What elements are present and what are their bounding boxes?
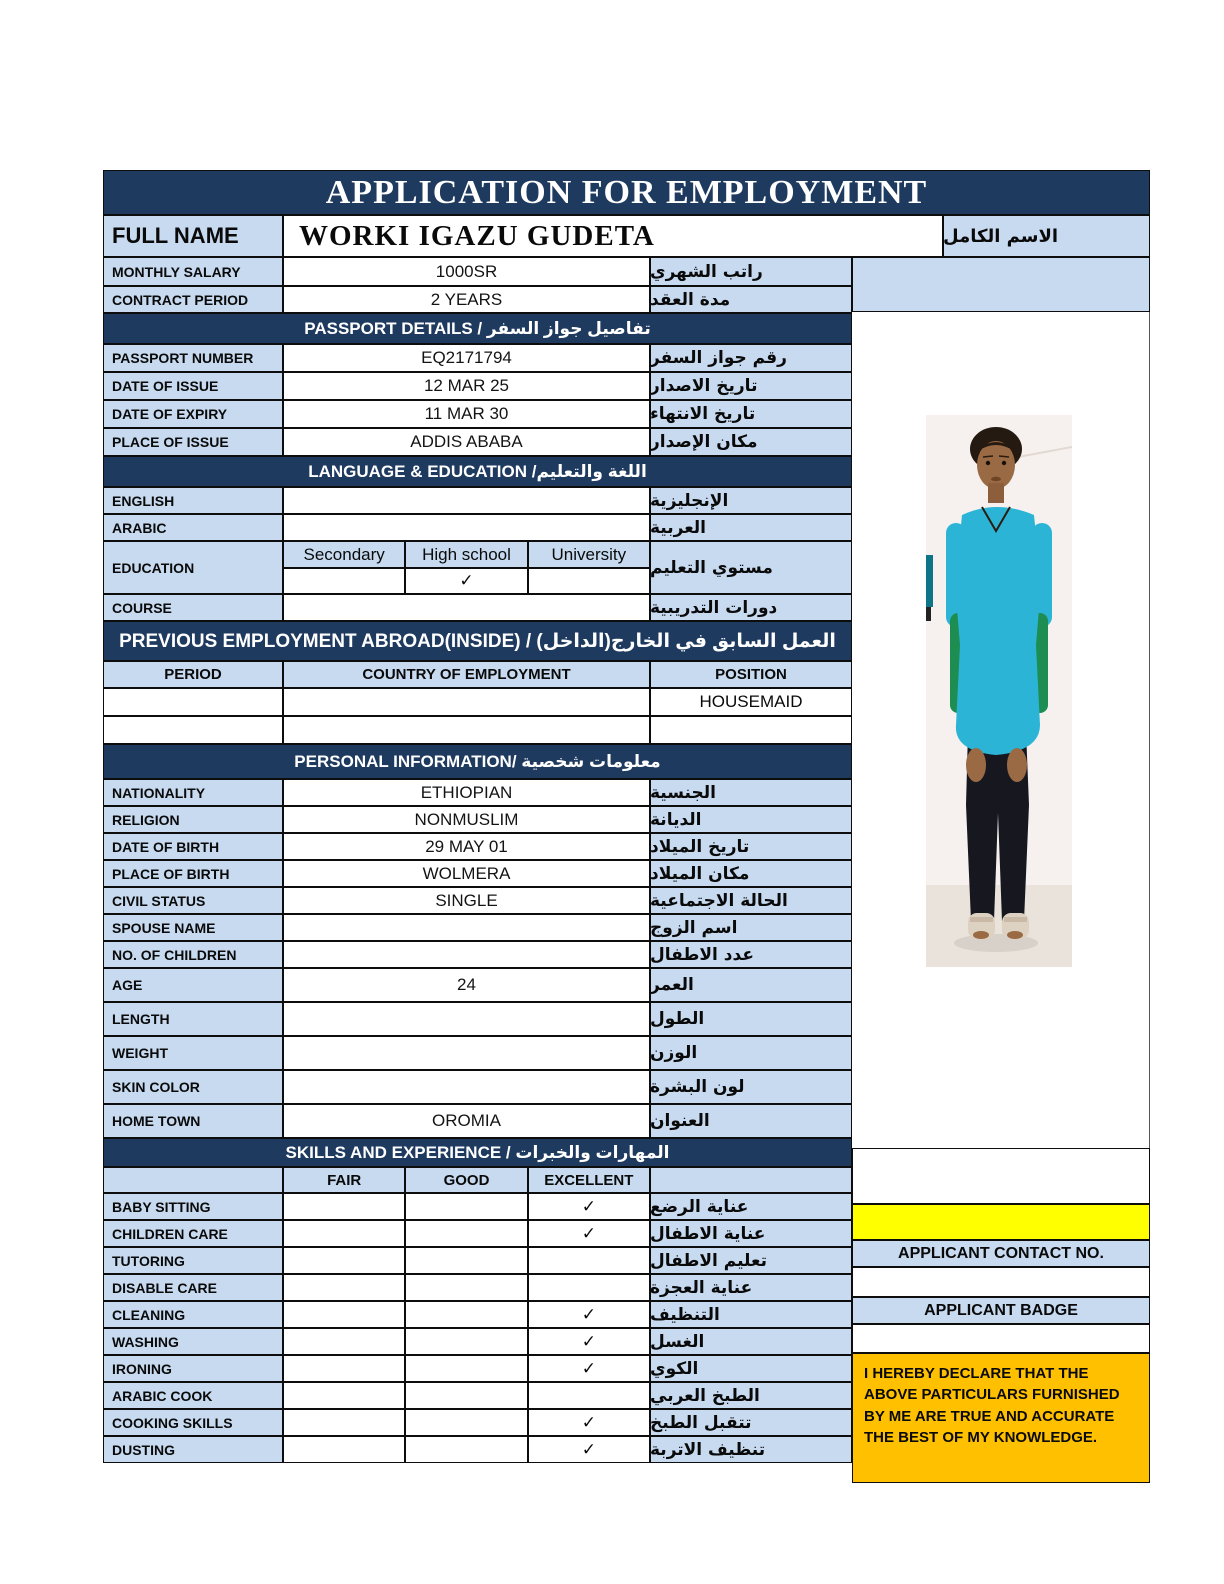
religion-label-arabic: الديانة bbox=[650, 806, 852, 833]
english-row bbox=[103, 487, 852, 514]
skill-fair-check bbox=[283, 1220, 405, 1247]
highlight-bar bbox=[852, 1204, 1150, 1240]
date-of-expiry-row bbox=[103, 400, 852, 428]
children-row bbox=[103, 941, 852, 968]
home-town-row bbox=[103, 1104, 852, 1138]
skill-excellent-check bbox=[528, 1382, 650, 1409]
full-name-row bbox=[103, 215, 1150, 257]
skill-good-check bbox=[405, 1193, 527, 1220]
skills-columns-row bbox=[103, 1167, 852, 1193]
english-value bbox=[283, 487, 650, 514]
skill-excellent-check: ✓ bbox=[528, 1301, 650, 1328]
education-options-grid bbox=[283, 541, 650, 594]
skin-color-label: SKIN COLOR bbox=[103, 1070, 283, 1104]
period-column-header: PERIOD bbox=[103, 661, 283, 688]
skill-label-arabic: تعليم الاطفال bbox=[650, 1247, 852, 1274]
skill-label-arabic: الكوي bbox=[650, 1355, 852, 1382]
length-value bbox=[283, 1002, 650, 1036]
length-label: LENGTH bbox=[103, 1002, 283, 1036]
skill-row-baby-sitting bbox=[103, 1193, 852, 1220]
personal-information-header: PERSONAL INFORMATION/ معلومات شخصية bbox=[103, 744, 852, 779]
full-name-label-arabic: الاسم الكامل bbox=[943, 215, 1150, 257]
course-label-arabic: دورات التدريبية bbox=[650, 594, 852, 621]
skill-row-ironing bbox=[103, 1355, 852, 1382]
course-row bbox=[103, 594, 852, 621]
education-option-secondary: Secondary bbox=[283, 541, 405, 568]
language-education-header: LANGUAGE & EDUCATION /اللغة والتعليم bbox=[103, 456, 852, 487]
full-name-value: WORKI IGAZU GUDETA bbox=[283, 215, 943, 257]
empty-cell bbox=[852, 1148, 1150, 1204]
skill-good-check bbox=[405, 1220, 527, 1247]
applicant-contact-header: APPLICANT CONTACT NO. bbox=[852, 1240, 1150, 1267]
age-value: 24 bbox=[283, 968, 650, 1002]
skill-label-arabic: التنظيف bbox=[650, 1301, 852, 1328]
right-panel bbox=[852, 257, 1150, 1483]
applicant-contact-value bbox=[852, 1267, 1150, 1297]
religion-row bbox=[103, 806, 852, 833]
skill-row-tutoring bbox=[103, 1247, 852, 1274]
weight-value bbox=[283, 1036, 650, 1070]
main-table bbox=[103, 257, 852, 1463]
religion-label: RELIGION bbox=[103, 806, 283, 833]
skill-row-children-care bbox=[103, 1220, 852, 1247]
children-label-arabic: عدد الاطفال bbox=[650, 941, 852, 968]
contract-period-label: CONTRACT PERIOD bbox=[103, 286, 283, 313]
education-check-university bbox=[528, 568, 650, 594]
children-label: NO. OF CHILDREN bbox=[103, 941, 283, 968]
religion-value: NONMUSLIM bbox=[283, 806, 650, 833]
previous-employment-row-2 bbox=[103, 716, 852, 744]
nationality-value: ETHIOPIAN bbox=[283, 779, 650, 806]
weight-label-arabic: الوزن bbox=[650, 1036, 852, 1070]
skill-fair-check bbox=[283, 1436, 405, 1463]
passport-number-row bbox=[103, 344, 852, 372]
skill-row-cooking-skills bbox=[103, 1409, 852, 1436]
skill-good-check bbox=[405, 1409, 527, 1436]
passport-number-value: EQ2171794 bbox=[283, 344, 650, 372]
applicant-badge-value bbox=[852, 1324, 1150, 1353]
full-name-label: FULL NAME bbox=[103, 215, 283, 257]
fair-column-header: FAIR bbox=[283, 1167, 405, 1193]
home-town-value: OROMIA bbox=[283, 1104, 650, 1138]
skill-label: CHILDREN CARE bbox=[103, 1220, 283, 1247]
date-of-expiry-value: 11 MAR 30 bbox=[283, 400, 650, 428]
skill-row-washing bbox=[103, 1328, 852, 1355]
previous-employment-header: PREVIOUS EMPLOYMENT ABROAD(INSIDE) / العمل السابق في الخارج(الداخل) bbox=[103, 621, 852, 661]
date-of-birth-label: DATE OF BIRTH bbox=[103, 833, 283, 860]
skill-fair-check bbox=[283, 1328, 405, 1355]
passport-number-label-arabic: رقم جواز السفر bbox=[650, 344, 852, 372]
applicant-badge-header: APPLICANT BADGE bbox=[852, 1297, 1150, 1324]
length-row bbox=[103, 1002, 852, 1036]
monthly-salary-label: MONTHLY SALARY bbox=[103, 257, 283, 286]
age-label-arabic: العمر bbox=[650, 968, 852, 1002]
skill-label: COOKING SKILLS bbox=[103, 1409, 283, 1436]
country-column-header: COUNTRY OF EMPLOYMENT bbox=[283, 661, 650, 688]
place-of-birth-value: WOLMERA bbox=[283, 860, 650, 887]
education-option-university: University bbox=[528, 541, 650, 568]
arabic-row bbox=[103, 514, 852, 541]
skill-label-arabic: تنظيف الاتربة bbox=[650, 1436, 852, 1463]
spouse-name-value bbox=[283, 914, 650, 941]
applicant-photo bbox=[926, 415, 1072, 967]
good-column-header: GOOD bbox=[405, 1167, 527, 1193]
date-of-issue-label-arabic: تاريخ الاصدار bbox=[650, 372, 852, 400]
previous-employment-columns-row bbox=[103, 661, 852, 688]
skill-label: IRONING bbox=[103, 1355, 283, 1382]
date-of-issue-value: 12 MAR 25 bbox=[283, 372, 650, 400]
skills-empty-arabic-header bbox=[650, 1167, 852, 1193]
skill-label: DISABLE CARE bbox=[103, 1274, 283, 1301]
skill-fair-check bbox=[283, 1247, 405, 1274]
place-of-issue-value: ADDIS ABABA bbox=[283, 428, 650, 456]
skill-label: CLEANING bbox=[103, 1301, 283, 1328]
contract-period-value: 2 YEARS bbox=[283, 286, 650, 313]
skin-color-row bbox=[103, 1070, 852, 1104]
period-value bbox=[103, 716, 283, 744]
skill-label-arabic: الغسل bbox=[650, 1328, 852, 1355]
course-value bbox=[283, 594, 650, 621]
place-of-issue-label: PLACE OF ISSUE bbox=[103, 428, 283, 456]
education-check-highschool: ✓ bbox=[405, 568, 527, 594]
skill-fair-check bbox=[283, 1382, 405, 1409]
skill-excellent-check: ✓ bbox=[528, 1328, 650, 1355]
place-of-issue-row bbox=[103, 428, 852, 456]
monthly-salary-value: 1000SR bbox=[283, 257, 650, 286]
date-of-issue-label: DATE OF ISSUE bbox=[103, 372, 283, 400]
date-of-birth-row bbox=[103, 833, 852, 860]
skin-color-label-arabic: لون البشرة bbox=[650, 1070, 852, 1104]
nationality-label: NATIONALITY bbox=[103, 779, 283, 806]
skill-excellent-check bbox=[528, 1247, 650, 1274]
date-of-issue-row bbox=[103, 372, 852, 400]
skill-good-check bbox=[405, 1355, 527, 1382]
skill-row-dusting bbox=[103, 1436, 852, 1463]
skill-label: BABY SITTING bbox=[103, 1193, 283, 1220]
nationality-label-arabic: الجنسية bbox=[650, 779, 852, 806]
children-value bbox=[283, 941, 650, 968]
excellent-column-header: EXCELLENT bbox=[528, 1167, 650, 1193]
skill-excellent-check: ✓ bbox=[528, 1409, 650, 1436]
date-of-expiry-label-arabic: تاريخ الانتهاء bbox=[650, 400, 852, 428]
declaration-box: I HEREBY DECLARE THAT THE ABOVE PARTICULARS FURNISHED BY ME ARE TRUE AND ACCURATE THE BEST OF MY KNOWLEDGE. bbox=[852, 1353, 1150, 1483]
skill-good-check bbox=[405, 1328, 527, 1355]
skin-color-value bbox=[283, 1070, 650, 1104]
skill-label-arabic: عناية العجزة bbox=[650, 1274, 852, 1301]
skill-row-disable-care bbox=[103, 1274, 852, 1301]
skill-label: DUSTING bbox=[103, 1436, 283, 1463]
skill-row-cleaning bbox=[103, 1301, 852, 1328]
arabic-label: ARABIC bbox=[103, 514, 283, 541]
photo-area bbox=[852, 312, 1150, 1148]
skill-good-check bbox=[405, 1301, 527, 1328]
home-town-label: HOME TOWN bbox=[103, 1104, 283, 1138]
skills-rating-headers bbox=[283, 1167, 650, 1193]
skill-good-check bbox=[405, 1274, 527, 1301]
skill-excellent-check: ✓ bbox=[528, 1220, 650, 1247]
skill-label-arabic: تتقبل الطبخ bbox=[650, 1409, 852, 1436]
skill-label-arabic: عناية الرضع bbox=[650, 1193, 852, 1220]
course-label: COURSE bbox=[103, 594, 283, 621]
place-of-issue-label-arabic: مكان الإصدار bbox=[650, 428, 852, 456]
skill-fair-check bbox=[283, 1301, 405, 1328]
country-value bbox=[283, 716, 650, 744]
civil-status-row bbox=[103, 887, 852, 914]
skill-good-check bbox=[405, 1436, 527, 1463]
position-value bbox=[650, 716, 852, 744]
form-title: APPLICATION FOR EMPLOYMENT bbox=[103, 170, 1150, 215]
education-label: EDUCATION bbox=[103, 541, 283, 594]
position-column-header: POSITION bbox=[650, 661, 852, 688]
skill-excellent-check: ✓ bbox=[528, 1436, 650, 1463]
skills-empty-header bbox=[103, 1167, 283, 1193]
spouse-name-row bbox=[103, 914, 852, 941]
arabic-value bbox=[283, 514, 650, 541]
education-check-secondary bbox=[283, 568, 405, 594]
skill-fair-check bbox=[283, 1274, 405, 1301]
length-label-arabic: الطول bbox=[650, 1002, 852, 1036]
spouse-name-label-arabic: اسم الزوج bbox=[650, 914, 852, 941]
salary-side-block bbox=[852, 257, 1150, 312]
weight-label: WEIGHT bbox=[103, 1036, 283, 1070]
date-of-birth-value: 29 MAY 01 bbox=[283, 833, 650, 860]
monthly-salary-row bbox=[103, 257, 852, 286]
nationality-row bbox=[103, 779, 852, 806]
age-row bbox=[103, 968, 852, 1002]
place-of-birth-label-arabic: مكان الميلاد bbox=[650, 860, 852, 887]
education-option-highschool: High school bbox=[405, 541, 527, 568]
education-label-arabic: مستوي التعليم bbox=[650, 541, 852, 594]
skill-fair-check bbox=[283, 1193, 405, 1220]
weight-row bbox=[103, 1036, 852, 1070]
skill-good-check bbox=[405, 1247, 527, 1274]
passport-number-label: PASSPORT NUMBER bbox=[103, 344, 283, 372]
skill-excellent-check: ✓ bbox=[528, 1355, 650, 1382]
date-of-birth-label-arabic: تاريخ الميلاد bbox=[650, 833, 852, 860]
arabic-label-arabic: العربية bbox=[650, 514, 852, 541]
place-of-birth-row bbox=[103, 860, 852, 887]
monthly-salary-label-arabic: راتب الشهري bbox=[650, 257, 852, 286]
skill-excellent-check: ✓ bbox=[528, 1193, 650, 1220]
skill-label-arabic: الطبخ العربي bbox=[650, 1382, 852, 1409]
passport-details-header: PASSPORT DETAILS / تفاصيل جواز السفر bbox=[103, 313, 852, 344]
skill-row-arabic-cook bbox=[103, 1382, 852, 1409]
country-value bbox=[283, 688, 650, 716]
employment-application-form bbox=[103, 170, 1150, 1483]
previous-employment-row-1 bbox=[103, 688, 852, 716]
skills-header: SKILLS AND EXPERIENCE / المهارات والخبرات bbox=[103, 1138, 852, 1167]
age-label: AGE bbox=[103, 968, 283, 1002]
skill-fair-check bbox=[283, 1355, 405, 1382]
place-of-birth-label: PLACE OF BIRTH bbox=[103, 860, 283, 887]
skill-label: TUTORING bbox=[103, 1247, 283, 1274]
contract-period-label-arabic: مدة العقد bbox=[650, 286, 852, 313]
skill-good-check bbox=[405, 1382, 527, 1409]
period-value bbox=[103, 688, 283, 716]
civil-status-value: SINGLE bbox=[283, 887, 650, 914]
skill-label: WASHING bbox=[103, 1328, 283, 1355]
skill-label: ARABIC COOK bbox=[103, 1382, 283, 1409]
contract-period-row bbox=[103, 286, 852, 313]
home-town-label-arabic: العنوان bbox=[650, 1104, 852, 1138]
position-value: HOUSEMAID bbox=[650, 688, 852, 716]
english-label: ENGLISH bbox=[103, 487, 283, 514]
skill-excellent-check bbox=[528, 1274, 650, 1301]
date-of-expiry-label: DATE OF EXPIRY bbox=[103, 400, 283, 428]
education-row bbox=[103, 541, 852, 594]
skill-fair-check bbox=[283, 1409, 405, 1436]
spouse-name-label: SPOUSE NAME bbox=[103, 914, 283, 941]
skill-label-arabic: عناية الاطفال bbox=[650, 1220, 852, 1247]
civil-status-label: CIVIL STATUS bbox=[103, 887, 283, 914]
civil-status-label-arabic: الحالة الاجتماعية bbox=[650, 887, 852, 914]
english-label-arabic: الإنجليزية bbox=[650, 487, 852, 514]
